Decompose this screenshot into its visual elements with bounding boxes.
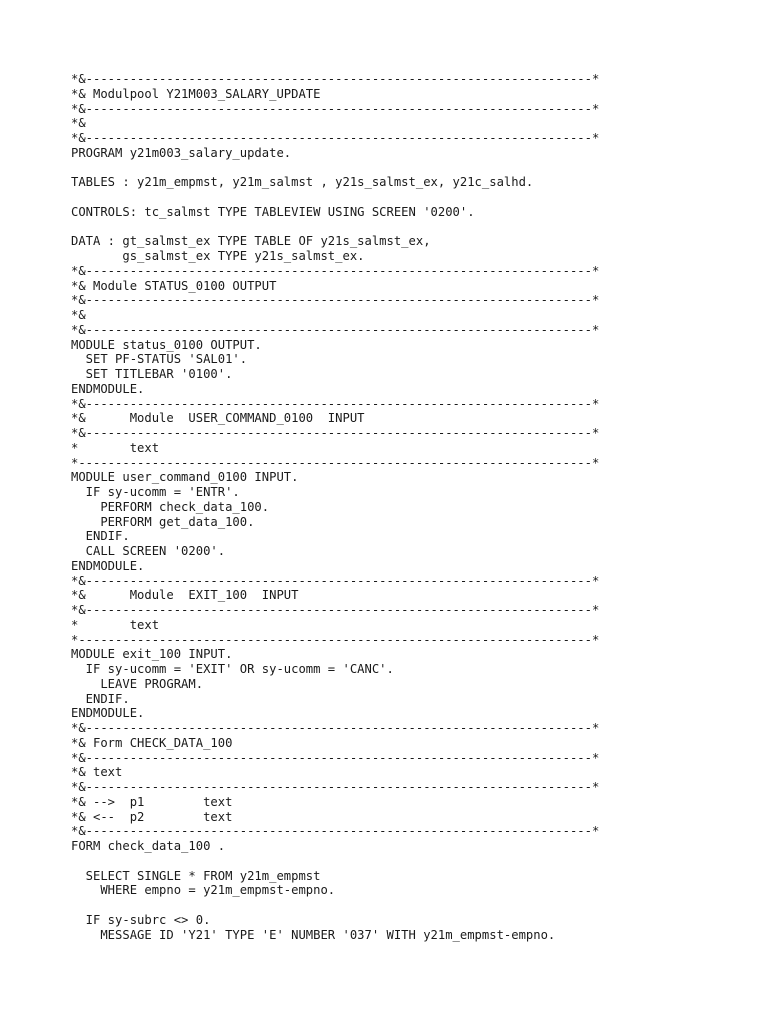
code-line: *& Module STATUS_0100 OUTPUT [71,278,277,293]
code-line: MESSAGE ID 'Y21' TYPE 'E' NUMBER '037' WITH y21m_empmst-empno. [71,927,556,942]
code-line: * text [71,440,160,455]
code-line: MODULE exit_100 INPUT. [71,647,233,662]
code-line: DATA : gt_salmst_ex TYPE TABLE OF y21s_salmst_ex, [71,234,431,249]
code-line: *----------------------------------------------------------------------* [71,632,600,647]
code-line: TABLES : y21m_empmst, y21m_salmst , y21s_salmst_ex, y21c_salhd. [71,175,534,190]
code-line: *&---------------------------------------------------------------------* [71,750,600,765]
code-line: *& [71,308,86,322]
code-line: ENDIF. [71,529,130,544]
code-line: gs_salmst_ex TYPE y21s_salmst_ex. [71,249,365,263]
code-line: *&---------------------------------------------------------------------* [71,426,600,440]
code-line: PERFORM get_data_100. [71,514,255,529]
code-line: PERFORM check_data_100. [71,499,270,514]
code-line: LEAVE PROGRAM. [71,676,204,691]
code-line: *&---------------------------------------------------------------------* [71,131,600,145]
code-line: WHERE empno = y21m_empmst-empno. [71,883,336,898]
code-line: *& Module USER_COMMAND_0100 INPUT [71,411,365,426]
code-line: *&---------------------------------------------------------------------* [71,573,600,588]
code-line: *&---------------------------------------------------------------------* [71,263,600,278]
code-line: *&---------------------------------------------------------------------* [71,396,600,411]
code-line: ENDIF. [71,691,130,706]
code-line: CONTROLS: tc_salmst TYPE TABLEVIEW USING SCREEN '0200'. [71,204,475,219]
code-line: IF sy-ucomm = 'ENTR'. [71,485,240,499]
code-line: *&---------------------------------------------------------------------* [71,603,600,617]
code-line: IF sy-ucomm = 'EXIT' OR sy-ucomm = 'CANC'. [71,662,394,676]
code-line: *& Modulpool Y21M003_SALARY_UPDATE [71,86,321,101]
code-line: *& text [71,765,123,780]
code-line [71,854,599,869]
code-line: *----------------------------------------------------------------------* [71,455,600,470]
code-line: *& --> p1 text [71,794,233,809]
code-line [71,190,599,205]
code-line: ENDMODULE. [71,706,145,721]
code-line: *&---------------------------------------------------------------------* [71,293,600,308]
code-line: *& Module EXIT_100 INPUT [71,588,299,603]
code-line: CALL SCREEN '0200'. [71,544,226,558]
code-line: *&---------------------------------------------------------------------* [71,322,600,337]
code-line: *&---------------------------------------------------------------------* [71,780,600,794]
code-line: IF sy-subrc <> 0. [71,912,211,927]
code-line: *& [71,116,86,131]
code-line: FORM check_data_100 . [71,839,226,853]
code-line: *&---------------------------------------------------------------------* [71,72,600,86]
code-line: SET PF-STATUS 'SAL01'. [71,352,248,367]
code-line: MODULE user_command_0100 INPUT. [71,470,299,485]
code-line: ENDMODULE. [71,558,145,573]
code-line: ENDMODULE. [71,381,145,396]
code-line: MODULE status_0100 OUTPUT. [71,337,262,352]
code-line: SELECT SINGLE * FROM y21m_empmst [71,868,321,883]
code-line: * text [71,617,160,632]
code-line: *& Form CHECK_DATA_100 [71,735,233,750]
code-line: SET TITLEBAR '0100'. [71,367,233,381]
code-line [71,220,599,235]
code-line: *&---------------------------------------------------------------------* [71,824,600,839]
code-line [71,898,599,913]
code-line: *& <-- p2 text [71,809,233,824]
source-code-listing [71,72,599,942]
code-line: PROGRAM y21m003_salary_update. [71,145,292,160]
code-line: *&---------------------------------------------------------------------* [71,721,600,735]
code-line [71,161,599,176]
code-line: *&---------------------------------------------------------------------* [71,101,600,116]
